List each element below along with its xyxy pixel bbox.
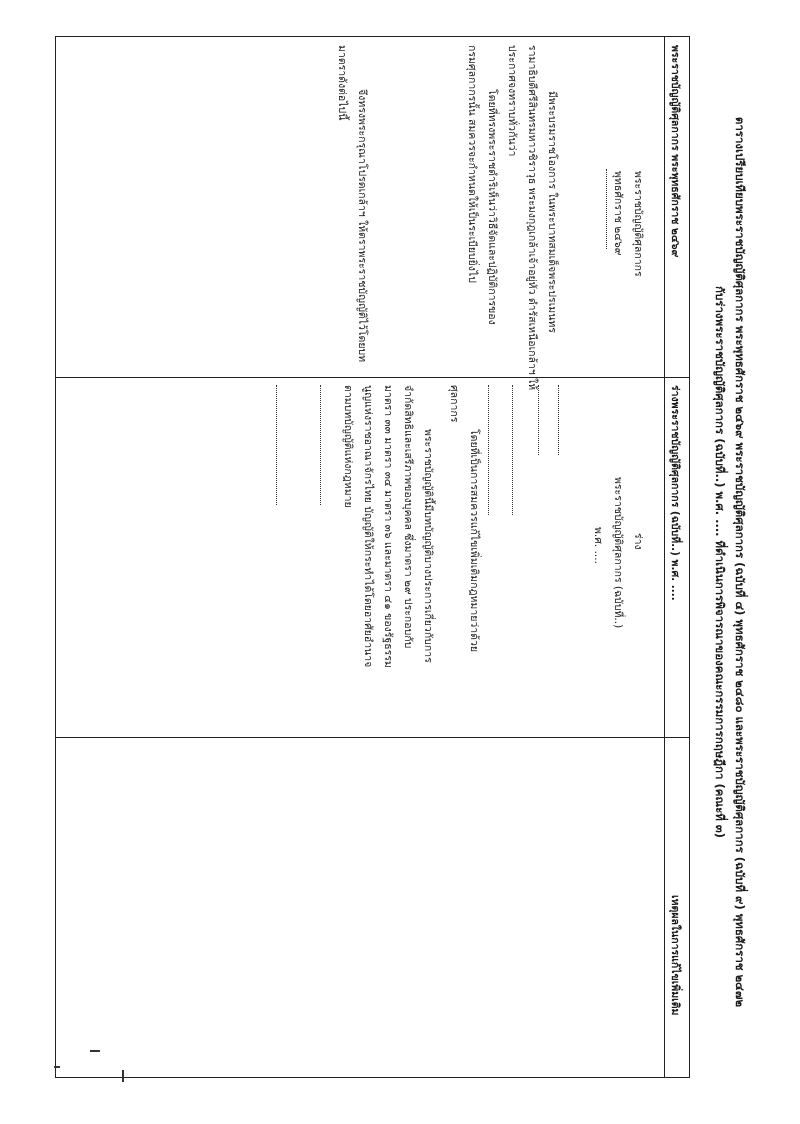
scan-mark xyxy=(122,1070,124,1082)
dotted-line xyxy=(276,385,277,505)
column-header-draft-act: ร่างพระราชบัญญัติศุลกากร (ฉบับที่..) พ.ศ. .... xyxy=(669,385,681,601)
draft-preamble-line-2: ศุลกากร xyxy=(448,385,460,423)
dotted-line xyxy=(488,385,489,515)
preamble-line-1: โดยที่ทรงพระราชดำริเห็นว่าวิธีจัดและปฏิบัติการของ xyxy=(486,89,498,325)
enactment-line-1: จึงทรงพระกรุณาโปรดเกล้าฯ ให้ตราพระราชบัญญัติไว้โดยบท xyxy=(356,89,368,363)
draft-label: ร่าง xyxy=(632,533,644,550)
column-header-reasons: เหตุผลในการแก้ไขเพิ่มเติม xyxy=(669,895,681,1016)
royal-command-line-3: ประกาศจงทราบทั่วกันว่า xyxy=(506,45,518,157)
comparison-table xyxy=(55,36,690,1078)
draft-preamble-line-1: โดยที่เป็นการสมควรแก้ไขเพิ่มเติมกฎหมายว่าด้วย xyxy=(468,429,480,653)
column-divider-1 xyxy=(56,377,689,378)
dotted-line xyxy=(606,169,607,249)
rights-clause-line-5: ตามบทบัญญัติแห่งกฎหมาย xyxy=(342,385,354,508)
royal-command-line-1: มีพระบรมราชโองการ ในพระบาทสมเด็จพระปรเมนทร xyxy=(546,91,558,333)
scan-mark xyxy=(54,1066,60,1068)
dotted-line xyxy=(538,385,539,455)
dotted-line xyxy=(320,385,321,505)
royal-command-line-2: รามาธิบดีศรีสินทรมหาวชิราวุธ พระมงกุฎเกล้าเจ้าอยู่หัว ดำรัสเหนือเกล้าฯ ให้ xyxy=(526,45,538,391)
document-title-line-2: กับร่างพระราชบัญญัติศุลกากร (ฉบับที่..) พ.ศ. .... ที่ดำเนินการพิจารณาของคณะกรรมการกฤษฎีกา (คณะที่ ๓) xyxy=(713,286,727,838)
scan-mark xyxy=(90,1050,100,1052)
document-title-line-1: ตารางเปรียบเทียบพระราชบัญญัติศุลกากร พระพุทธศักราช ๒๔๖๙ พระราชบัญญัติศุลกากร (ฉบับที่ ๔) พุทธศักราช ๒๔๘๐ และพระราชบัญญัติศุลกากร (ฉบับที่ ๙) พุทธศักราช ๒๔๗๒ xyxy=(733,116,747,1008)
dotted-line xyxy=(512,385,513,515)
column-divider-2 xyxy=(56,737,689,738)
draft-act-year: พ.ศ. .... xyxy=(592,527,604,564)
rights-clause-line-4: นูญแห่งราชอาณาจักรไทย บัญญัติให้กระทำได้โดยอาศัยอำนาจ xyxy=(362,385,374,668)
header-row-divider xyxy=(664,37,665,1077)
dotted-line xyxy=(558,385,559,455)
rights-clause-line-2: จำกัดสิทธิและเสรีภาพของบุคคล ซึ่งมาตรา ๒๙ ประกอบกับ xyxy=(402,385,414,649)
original-act-title: พระราชบัญญัติศุลกากร xyxy=(632,171,644,277)
enactment-line-2: มาตราดังต่อไปนี้ xyxy=(336,45,348,121)
rights-clause-line-1: พระราชบัญญัตินี้มีบทบัญญัติบางประการเกี่ยวกับการ xyxy=(422,429,434,663)
draft-act-title: พระราชบัญญัติศุลกากร (ฉบับที่..) xyxy=(612,477,624,629)
preamble-line-2: กรมศุลกากรนั้น สมควรจะกำหนดให้เป็นระเบียบยิ่งไป xyxy=(466,45,478,283)
rights-clause-line-3: มาตรา ๓๓ มาตรา ๓๔ มาตรา ๓๖ และมาตรา ๔๑ ของรัฐธรรม xyxy=(382,385,394,668)
original-act-year: พุทธศักราช ๒๔๖๙ xyxy=(612,171,624,256)
column-header-original-act: พระราชบัญญัติศุลกากร พระพุทธศักราช ๒๔๖๙ xyxy=(669,45,681,258)
